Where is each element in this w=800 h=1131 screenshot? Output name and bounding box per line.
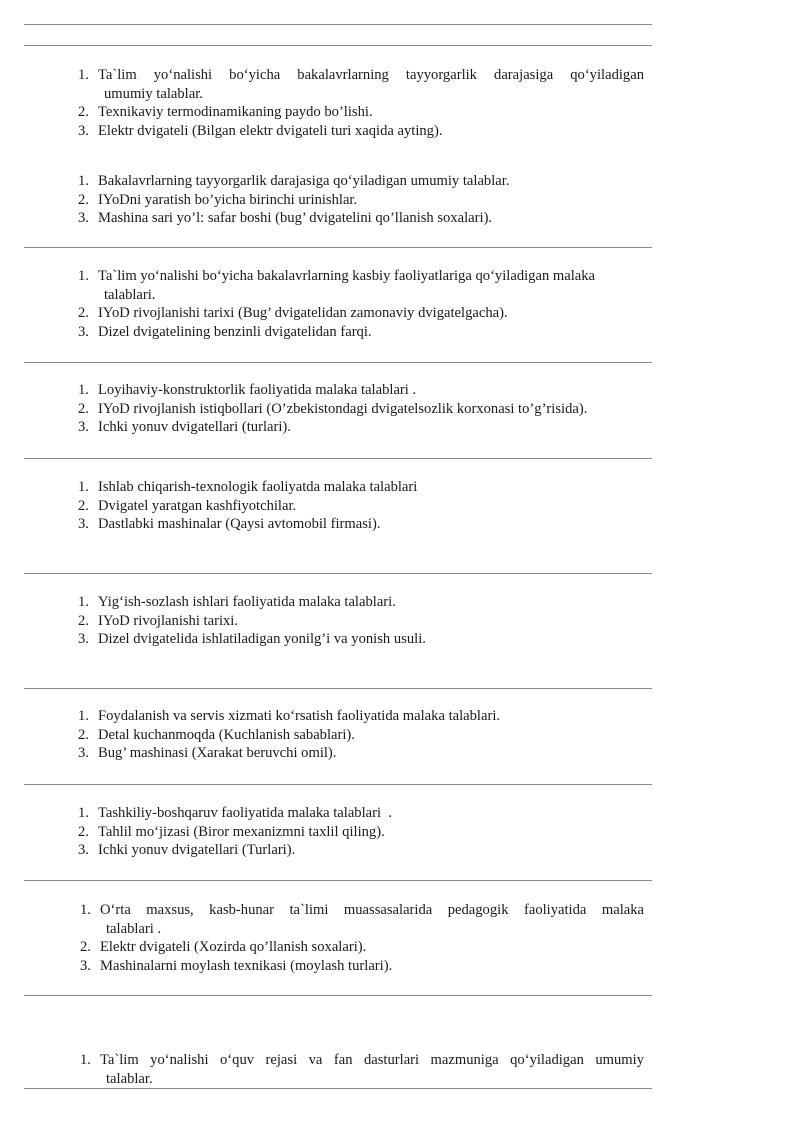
item-number: 3. <box>80 957 91 974</box>
item-text: Ta`lim yo‘nalishi bo‘yicha bakalavrlarning kasbiy faoliyatlariga qo‘yiladigan malaka <box>98 268 596 284</box>
item-text: Loyihaviy-konstruktorlik faoliyatida malaka talablari . <box>98 382 417 398</box>
divider-line <box>24 362 652 363</box>
item-text: IYoDni yaratish bo’yicha birinchi urinishlar. <box>98 191 358 208</box>
question-list <box>80 901 644 975</box>
list-item <box>78 630 646 649</box>
question-list <box>78 593 646 649</box>
divider-line <box>24 458 652 459</box>
item-text: Elektr dvigateli (Bilgan elektr dvigateli turi xaqida ayting). <box>98 122 443 139</box>
divider-line <box>24 995 652 996</box>
question-list <box>78 66 644 140</box>
list-item <box>78 400 646 419</box>
list-item <box>78 209 646 228</box>
item-text: Ta`lim yo‘nalishi o‘quv rejasi va fan dasturlari mazmuniga qo‘yiladigan umumiy <box>100 1052 644 1068</box>
question-list <box>78 707 646 763</box>
list-item <box>78 191 646 210</box>
item-number: 3. <box>78 323 89 340</box>
list-item <box>78 172 646 191</box>
list-item <box>78 304 652 323</box>
item-text: Dizel dvigatelida ishlatiladigan yonilg’i va yonish usuli. <box>98 631 426 648</box>
item-number: 3. <box>78 122 89 139</box>
item-number: 3. <box>78 842 89 859</box>
item-text: Ichki yonuv dvigatellari (turlari). <box>98 419 291 436</box>
question-list <box>78 172 646 228</box>
list-item <box>78 515 646 534</box>
item-text: Ta`lim yo‘nalishi bo‘yicha bakalavrlarning tayyorgarlik darajasiga qo‘yiladigan <box>98 67 644 83</box>
item-number: 1. <box>80 1052 91 1068</box>
item-text: Detal kuchanmoqda (Kuchlanish sabablari). <box>98 726 355 743</box>
divider-line <box>24 247 652 248</box>
item-text: O‘rta maxsus, kasb-hunar ta`limi muassasalarida pedagogik faoliyatida malaka <box>100 902 644 918</box>
item-number: 2. <box>78 726 89 743</box>
divider-line <box>24 1088 652 1089</box>
item-text: Yig‘ish-sozlash ishlari faoliyatida malaka talablari. <box>98 594 396 610</box>
list-item <box>78 478 646 497</box>
divider-line <box>24 784 652 785</box>
item-number: 3. <box>78 516 89 533</box>
item-text: IYoD rivojlanish istiqbollari (O’zbekistondagi dvigatelsozlik korxonasi to’g’risida). <box>98 400 588 417</box>
item-text-continued: talablar. <box>106 1070 153 1087</box>
question-list <box>78 381 646 437</box>
list-item <box>78 267 652 304</box>
item-text: IYoD rivojlanishi tarixi. <box>98 612 238 629</box>
item-text: Foydalanish va servis xizmati ko‘rsatish faoliyatida malaka talablari. <box>98 708 501 724</box>
question-list <box>80 1051 644 1088</box>
list-item <box>78 823 646 842</box>
question-list <box>78 267 652 341</box>
item-text: Mashina sari yo’l: safar boshi (bug’ dvigatelini qo’llanish soxalari). <box>98 210 493 227</box>
list-item <box>78 841 646 860</box>
list-item <box>80 938 644 957</box>
item-number: 2. <box>78 104 89 121</box>
item-text: Dvigatel yaratgan kashfiyotchilar. <box>98 497 297 514</box>
divider-line <box>24 24 652 25</box>
item-number: 3. <box>78 745 89 762</box>
divider-line <box>24 880 652 881</box>
item-number: 1. <box>78 382 89 398</box>
list-item <box>78 122 644 141</box>
divider-line <box>24 688 652 689</box>
item-number: 3. <box>78 631 89 648</box>
item-number: 2. <box>78 823 89 840</box>
list-item <box>78 744 646 763</box>
item-text: Mashinalarni moylash texnikasi (moylash turlari). <box>100 957 393 974</box>
item-text: IYoD rivojlanishi tarixi (Bug’ dvigatelidan zamonaviy dvigatelgacha). <box>98 305 508 322</box>
item-number: 1. <box>78 173 89 189</box>
item-number: 1. <box>80 902 91 918</box>
item-text: Bakalavrlarning tayyorgarlik darajasiga qo‘yiladigan umumiy talablar. <box>98 173 510 189</box>
item-number: 2. <box>78 305 89 322</box>
item-number: 2. <box>80 939 91 956</box>
list-item <box>78 612 646 631</box>
item-number: 1. <box>78 479 89 495</box>
item-number: 3. <box>78 419 89 436</box>
item-text: Texnikaviy termodinamikaning paydo bo’lishi. <box>98 104 373 121</box>
list-item <box>78 707 646 726</box>
item-text: Ishlab chiqarish-texnologik faoliyatda malaka talablari <box>98 479 418 495</box>
list-item <box>80 957 644 976</box>
item-text: Dizel dvigatelining benzinli dvigatelidan farqi. <box>98 323 372 340</box>
list-item <box>78 804 646 823</box>
list-item <box>78 593 646 612</box>
item-text-continued: talablari . <box>106 920 162 937</box>
item-number: 1. <box>78 805 89 821</box>
list-item <box>78 726 646 745</box>
item-number: 1. <box>78 708 89 724</box>
divider-line <box>24 45 652 46</box>
divider-line <box>24 573 652 574</box>
item-text-continued: umumiy talablar. <box>104 85 203 102</box>
list-item <box>78 497 646 516</box>
list-item <box>80 901 644 938</box>
question-list <box>78 478 646 534</box>
item-text: Dastlabki mashinalar (Qaysi avtomobil firmasi). <box>98 516 381 533</box>
item-text: Ichki yonuv dvigatellari (Turlari). <box>98 842 296 859</box>
item-text-continued: talablari. <box>104 286 156 303</box>
item-number: 1. <box>78 594 89 610</box>
item-number: 3. <box>78 210 89 227</box>
item-number: 1. <box>78 67 89 83</box>
item-number: 2. <box>78 191 89 208</box>
question-list <box>78 804 646 860</box>
item-number: 2. <box>78 400 89 417</box>
item-number: 2. <box>78 497 89 514</box>
item-text: Bug’ mashinasi (Xarakat beruvchi omil). <box>98 745 337 762</box>
item-number: 2. <box>78 612 89 629</box>
item-text: Tahlil mo‘jizasi (Biror mexanizmni taxlil qiling). <box>98 823 385 840</box>
list-item <box>78 103 644 122</box>
item-text: Tashkiliy-boshqaruv faoliyatida malaka talablari . <box>98 805 392 821</box>
list-item <box>78 66 644 103</box>
list-item <box>78 418 646 437</box>
list-item <box>78 381 646 400</box>
list-item <box>80 1051 644 1088</box>
item-text: Elektr dvigateli (Xozirda qo’llanish soxalari). <box>100 939 367 956</box>
list-item <box>78 323 652 342</box>
item-number: 1. <box>78 268 89 284</box>
